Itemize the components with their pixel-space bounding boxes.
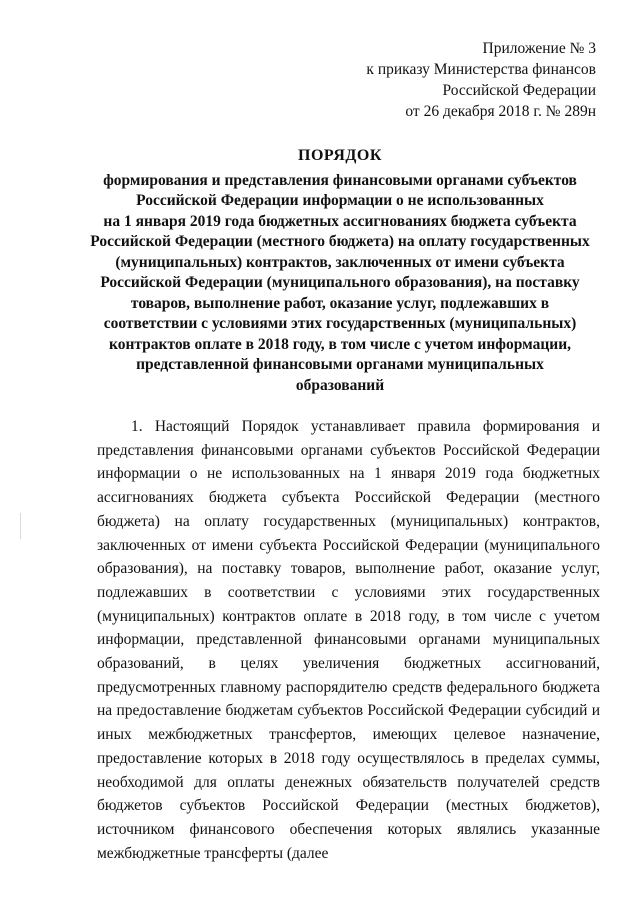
title-line: контрактов оплате в 2018 году, в том числе с учетом информации, — [108, 335, 572, 353]
order-reference: к приказу Министерства финансов — [366, 61, 596, 78]
order-date: от 26 декабря 2018 г. № 289н — [405, 103, 596, 120]
title-line: соответствии с условиями этих государственных (муниципальных) — [103, 315, 577, 332]
title-line: формирования и представления финансовыми органами субъектов — [103, 171, 577, 189]
title-line: на 1 января 2019 года бюджетных ассигнованиях бюджета субъекта — [103, 212, 577, 230]
document-title — [80, 146, 600, 396]
title-line: образований — [295, 376, 385, 394]
title-heading: ПОРЯДОК — [298, 147, 382, 164]
title-line: (муниципальных) контрактов, заключенных от имени субъекта — [115, 253, 565, 271]
body-paragraph-1: 1. Настоящий Порядок устанавливает правила формирования и представления финансовыми органами субъектов Российской Федерации информации о не использованных на 1 января 2019 года бюджетных ассигнованиях бюджета субъекта Российской Федерации (местного бюджета) на оплату государственных (муниципальных) контрактов, заключенных от имени субъекта Российской Федерации (муниципального образования), на поставку товаров, выполнение работ, оказание услуг, подлежавших в соответствии с условиями этих государственных (муниципальных) контрактов оплате в 2018 году, в том числе с учетом информации, представленной финансовыми органами муниципальных образований, в целях увеличения бюджетных ассигнований, предусмотренных главному распорядителю средств федерального бюджета на предоставление бюджетам субъектов Российской Федерации субсидий и иных межбюджетных трансфертов, имеющих целевое назначение, предоставление которых в 2018 году осуществлялось в пределах суммы, необходимой для оплаты денежных обязательств получателей средств бюджетов субъектов Российской Федерации (местных бюджетов), источником финансового обеспечения которых являлись указанные межбюджетные трансферты (далее — [97, 418, 600, 862]
appendix-number: Приложение № 3 — [482, 40, 596, 57]
appendix-header — [366, 38, 596, 122]
title-line: товаров, выполнение работ, оказание услуг, подлежавших в — [130, 294, 550, 312]
title-line: Российской Федерации информации о не использованных — [136, 192, 544, 209]
ministry-country: Российской Федерации — [442, 82, 596, 99]
document-body — [97, 415, 600, 865]
margin-mark — [20, 513, 21, 539]
title-line: Российской Федерации (местного бюджета) на оплату государственных — [90, 233, 590, 250]
title-line: Российской Федерации (муниципального образования), на поставку — [100, 274, 580, 291]
title-line: представленной финансовыми органами муниципальных — [136, 356, 544, 373]
